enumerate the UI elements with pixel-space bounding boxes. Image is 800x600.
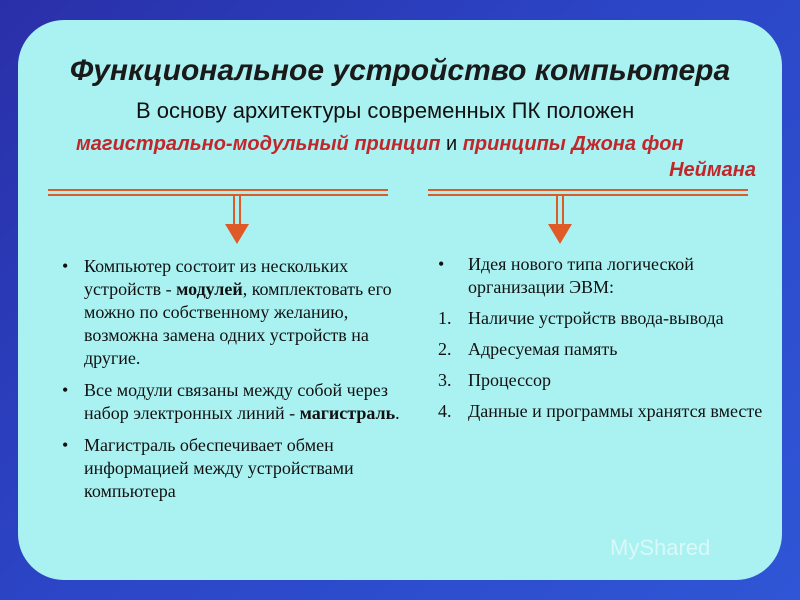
watermark: MyShared <box>610 535 711 560</box>
list-item: 1. Наличие устройств ввода-вывода <box>438 308 724 328</box>
list-item: 2. Адресуемая память <box>438 339 618 359</box>
right-branch-arrow-icon <box>428 188 748 248</box>
bullet-marker: • <box>62 435 69 455</box>
list-intro: • Идея нового типа логической организации ЭВМ: <box>438 254 694 297</box>
list-item: 4. Данные и программы хранятся вместе <box>438 401 763 421</box>
principle-modular: магистрально-модульный принцип <box>76 133 441 155</box>
left-branch-arrow-icon <box>48 188 388 248</box>
list-item: 3. Процессор <box>438 370 552 390</box>
and-word: и <box>445 133 458 155</box>
list-item: • Все модули связаны между собой через набор электронных линий - магистраль. <box>62 380 400 423</box>
neumann-principles-list <box>438 253 778 431</box>
page-title: Функциональное устройство компьютера <box>69 54 731 87</box>
principle-neumann-end: Неймана <box>669 159 756 181</box>
principle-neumann: принципы Джона фон <box>462 133 684 155</box>
slide-panel <box>18 20 782 580</box>
bullet-marker: • <box>438 254 445 274</box>
bullet-marker: • <box>62 256 69 276</box>
principles-line <box>76 133 684 156</box>
bullet-marker: • <box>62 380 69 400</box>
modular-principle-list <box>62 255 402 512</box>
subtitle: В основу архитектуры современных ПК положен <box>136 98 635 123</box>
list-item: • Магистраль обеспечивает обмен информацией между устройствами компьютера <box>62 435 354 501</box>
list-item: • Компьютер состоит из нескольких устройств - модулей, комплектовать его можно по собственному желанию, возможна замена одних устройств на другие. <box>62 256 392 368</box>
